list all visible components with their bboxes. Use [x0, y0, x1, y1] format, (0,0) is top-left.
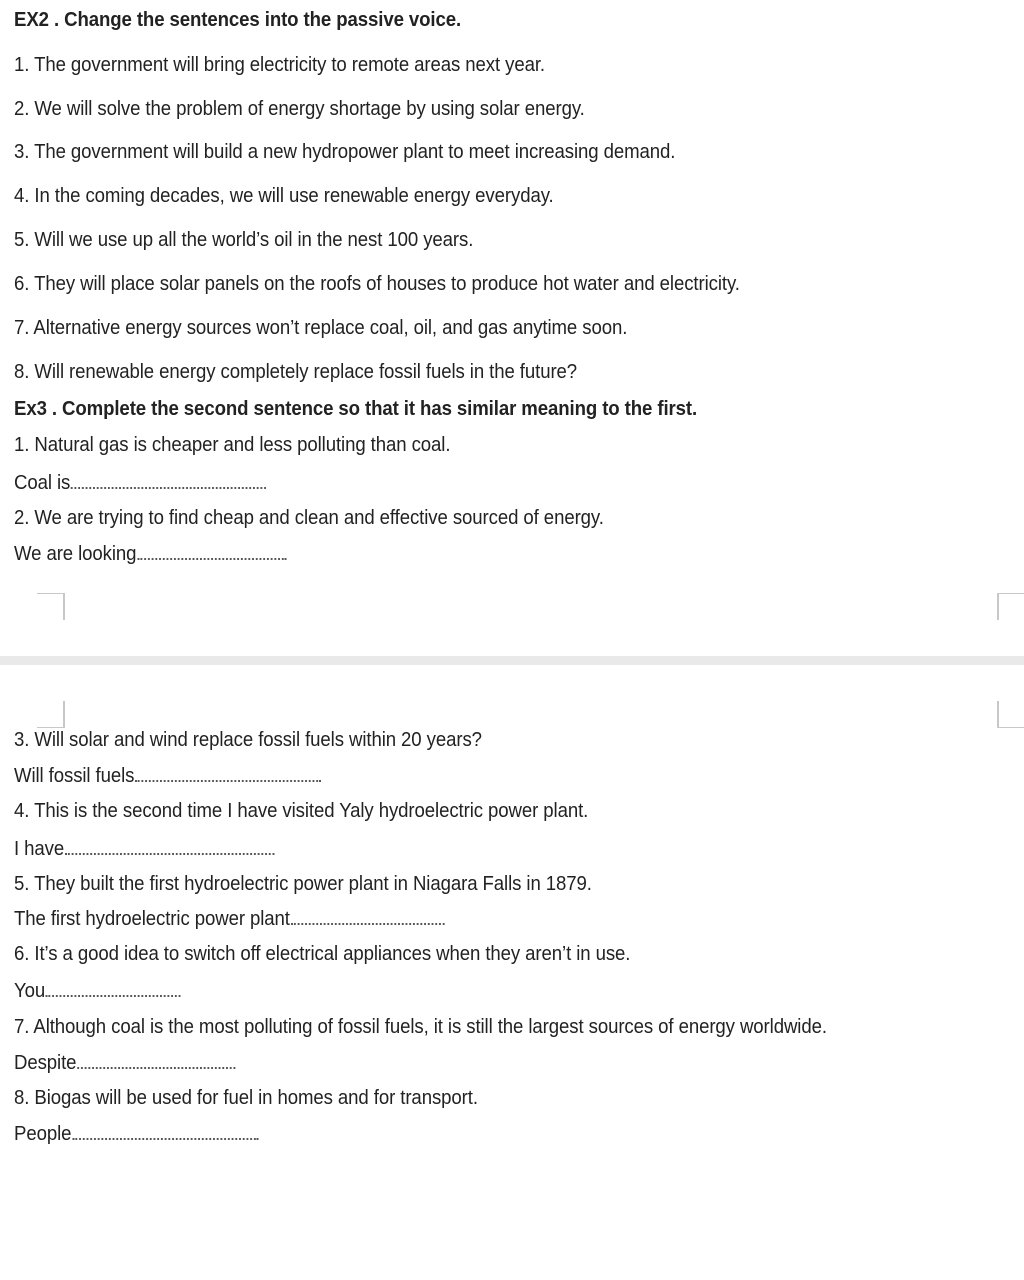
ex2-item: 2. We will solve the problem of energy shortage by using solar energy.: [14, 98, 585, 120]
ex3-question: 3. Will solar and wind replace fossil fuels within 20 years?: [14, 729, 482, 751]
answer-prompt: People: [14, 1123, 72, 1145]
ex2-item: 4. In the coming decades, we will use renewable energy everyday.: [14, 185, 554, 207]
answer-blank[interactable]: [137, 540, 286, 560]
ex3-answer-line[interactable]: [14, 540, 286, 567]
answer-prompt: We are looking: [14, 543, 137, 565]
ex3-answer-line[interactable]: [14, 1120, 258, 1147]
ex3-question: 6. It’s a good idea to switch off electrical appliances when they aren’t in use.: [14, 943, 631, 965]
answer-prompt: The first hydroelectric power plant: [14, 908, 290, 930]
ex2-item: 3. The government will build a new hydropower plant to meet increasing demand.: [14, 141, 676, 163]
answer-prompt: Coal is: [14, 472, 71, 494]
ex3-question: 2. We are trying to find cheap and clean and effective sourced of energy.: [14, 507, 604, 529]
ex3-answer-line[interactable]: [14, 762, 321, 789]
answer-blank[interactable]: [135, 762, 321, 782]
page-break: [0, 656, 1024, 665]
ex2-item: 7. Alternative energy sources won’t replace coal, oil, and gas anytime soon.: [14, 317, 628, 339]
answer-prompt: I have: [14, 838, 65, 860]
ex2-item: 5. Will we use up all the world’s oil in the nest 100 years.: [14, 229, 474, 251]
answer-blank[interactable]: [65, 835, 274, 855]
page-corner-mark: [997, 593, 1024, 620]
ex2-item: 8. Will renewable energy completely replace fossil fuels in the future?: [14, 361, 578, 383]
ex3-answer-line[interactable]: [14, 835, 274, 862]
page-corner-mark: [37, 701, 65, 728]
ex3-question: 1. Natural gas is cheaper and less polluting than coal.: [14, 434, 451, 456]
ex3-question: 4. This is the second time I have visited Yaly hydroelectric power plant.: [14, 800, 589, 822]
ex3-question: 5. They built the first hydroelectric power plant in Niagara Falls in 1879.: [14, 873, 592, 895]
answer-blank[interactable]: [291, 905, 444, 925]
ex2-title: EX2 . Change the sentences into the passive voice.: [14, 9, 462, 31]
ex3-question: 8. Biogas will be used for fuel in homes and for transport.: [14, 1087, 478, 1109]
answer-prompt: Despite: [14, 1052, 77, 1074]
ex2-item: 1. The government will bring electricity to remote areas next year.: [14, 54, 546, 76]
ex3-answer-line[interactable]: [14, 977, 181, 1004]
ex3-title: Ex3 . Complete the second sentence so that it has similar meaning to the first.: [14, 398, 698, 420]
answer-prompt: You: [14, 980, 46, 1002]
ex3-answer-line[interactable]: [14, 469, 266, 496]
ex3-question: 7. Although coal is the most polluting of fossil fuels, it is still the largest sources of energy worldwide.: [14, 1016, 827, 1038]
answer-blank[interactable]: [72, 1120, 258, 1140]
page-corner-mark: [37, 593, 65, 620]
ex3-answer-line[interactable]: [14, 1049, 235, 1076]
answer-blank[interactable]: [46, 977, 181, 997]
ex3-answer-line[interactable]: [14, 905, 444, 932]
ex2-item: 6. They will place solar panels on the roofs of houses to produce hot water and electricity.: [14, 273, 740, 295]
answer-prompt: Will fossil fuels: [14, 765, 135, 787]
answer-blank[interactable]: [71, 469, 266, 489]
page-corner-mark: [997, 701, 1024, 728]
answer-blank[interactable]: [77, 1049, 235, 1069]
